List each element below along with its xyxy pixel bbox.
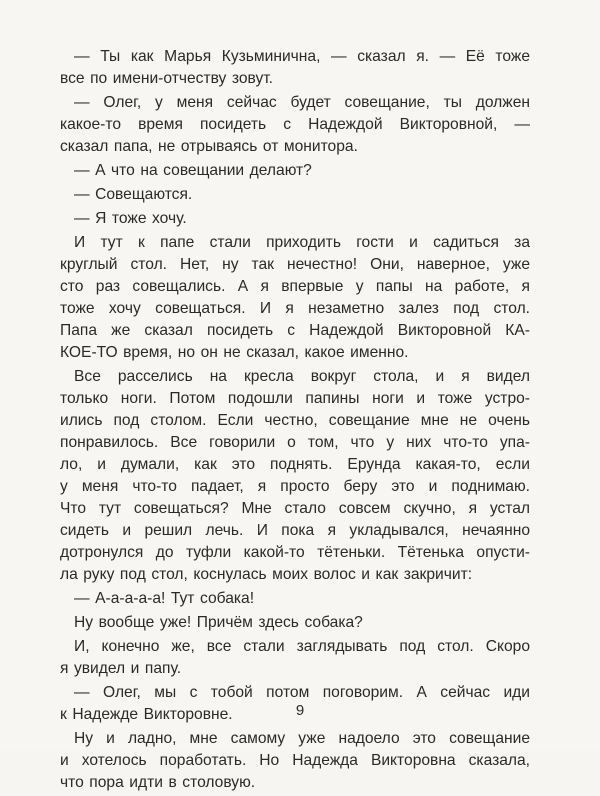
text-line: ло, и думали, как это поднять. Ерунда какая-то, если <box>60 456 530 473</box>
paragraph <box>60 612 530 634</box>
text-line: дотронулся до туфли какой-то тётеньки. Тётенька опусти- <box>60 544 530 561</box>
text-line: к Надежде Викторовне. <box>60 706 233 723</box>
page-number: 9 <box>295 702 305 719</box>
text-line: — А-а-а-а-а! Тут собака! <box>74 590 255 607</box>
text-line: — А что на совещании делают? <box>74 162 312 179</box>
text-line: — Ты как Марья Кузьминична, — сказал я. — Её тоже <box>74 48 530 65</box>
text-line: Ну и ладно, мне самому уже надоело это совещание <box>74 730 530 747</box>
text-line: сидеть и решил лечь. И пока я укладывался, нечаянно <box>60 522 530 539</box>
text-line: что пора идти в столовую. <box>60 774 256 791</box>
text-line: ла руку под стол, коснулась моих волос и как закричит: <box>60 566 473 583</box>
text-line: И тут к папе стали приходить гости и садиться за <box>74 234 530 251</box>
text-line: Ну вообще уже! Причём здесь собака? <box>74 614 363 631</box>
text-line: Все расселись на кресла вокруг стола, и я видел <box>74 368 530 385</box>
paragraph <box>60 636 530 680</box>
text-line: сто раз совещались. А я впервые у папы на работе, я <box>60 278 530 295</box>
page-text <box>60 46 530 796</box>
text-line: ились под столом. Если честно, совещание мне не очень <box>60 412 530 429</box>
text-line: — Я тоже хочу. <box>74 210 187 227</box>
text-line: и хотелось поработать. Но Надежда Викторовна сказала, <box>60 752 530 769</box>
paragraph <box>60 208 530 230</box>
text-line: понравилось. Все говорили о том, что у них что-то упа- <box>60 434 530 451</box>
text-line: какое-то время посидеть с Надеждой Викторовной, — <box>60 116 530 133</box>
text-line: КОЕ-ТО время, но он не сказал, какое именно. <box>60 344 409 361</box>
paragraph <box>60 232 530 364</box>
text-line: — Совещаются. <box>74 186 193 203</box>
text-line: Папа же сказал посидеть с Надеждой Викторовной КА- <box>60 322 530 339</box>
paragraph <box>60 92 530 158</box>
paragraph <box>60 588 530 610</box>
text-line: тоже хочу совещаться. И я незаметно залез под стол. <box>60 300 530 317</box>
text-line: Что тут совещаться? Мне стало совсем скучно, я устал <box>60 500 530 517</box>
text-line: И, конечно же, все стали заглядывать под стол. Скоро <box>74 638 530 655</box>
paragraph <box>60 160 530 182</box>
text-line: сказал папа, не отрываясь от монитора. <box>60 138 358 155</box>
text-line: круглый стол. Нет, ну так нечестно! Они, наверное, уже <box>60 256 530 273</box>
paragraph <box>60 366 530 586</box>
text-line: я увидел и папу. <box>60 660 182 677</box>
text-line: только ноги. Потом подошли папины ноги и тоже устро- <box>60 390 530 407</box>
text-line: у меня что-то падает, я просто беру это и поднимаю. <box>60 478 530 495</box>
paragraph <box>60 46 530 90</box>
paragraph <box>60 184 530 206</box>
text-line: — Олег, у меня сейчас будет совещание, ты должен <box>74 94 530 111</box>
text-line: — Олег, мы с тобой потом поговорим. А сейчас иди <box>74 684 530 701</box>
text-line: все по имени-отчеству зовут. <box>60 70 273 87</box>
paragraph <box>60 728 530 794</box>
